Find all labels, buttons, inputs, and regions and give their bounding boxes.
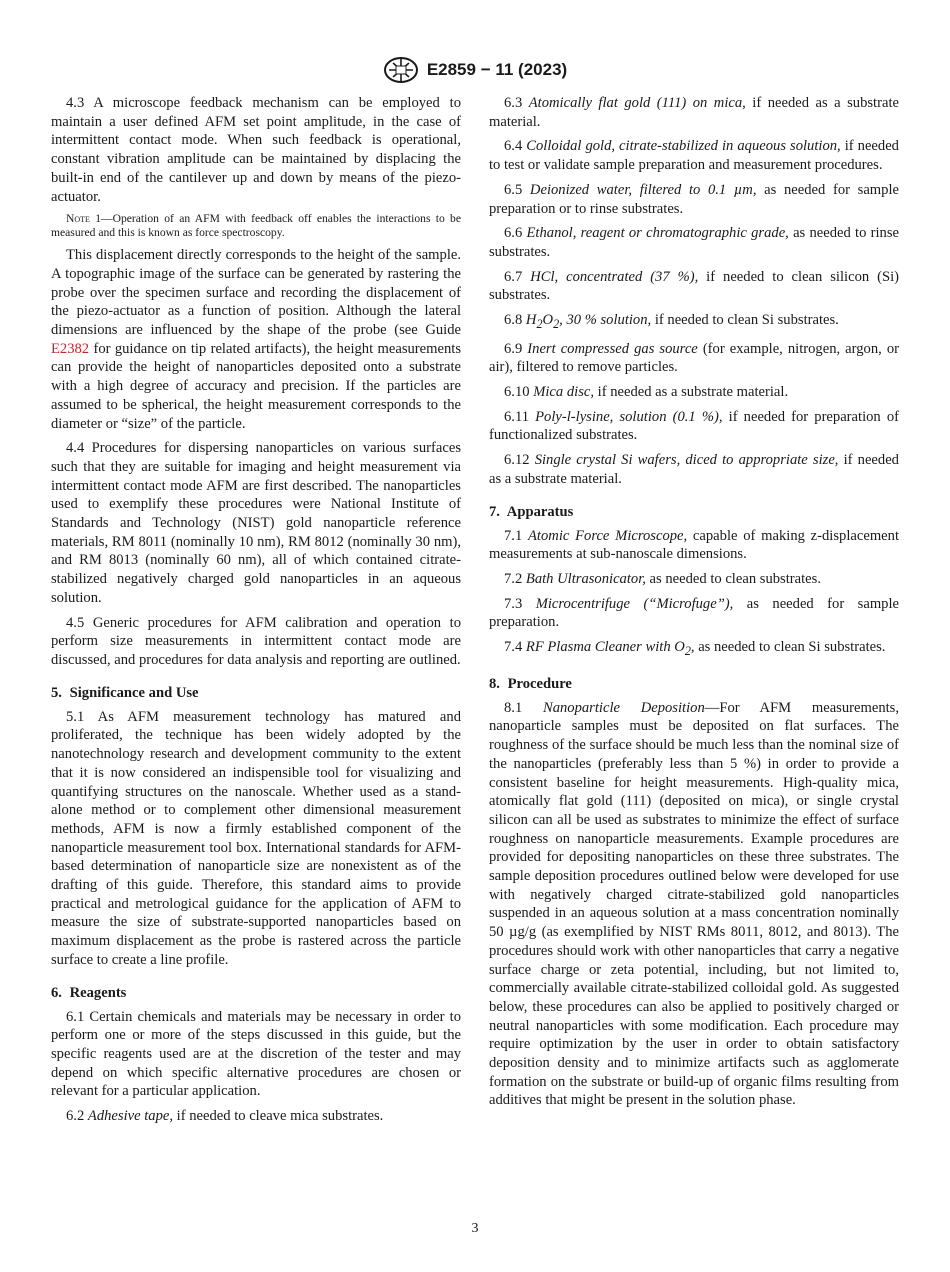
item-description: if needed as a substrate material. (489, 452, 899, 487)
paragraph-displacement (51, 246, 461, 433)
formula-part: H (525, 312, 537, 329)
item-description: as needed to clean Si substrates. (694, 639, 886, 656)
clause-number: 7.2 (504, 570, 523, 587)
item-description: if needed to clean silicon (Si) substrates. (489, 268, 899, 304)
formula-part: O (542, 312, 554, 329)
item-name: Inert compressed gas source (527, 340, 698, 357)
item-name-text: , (690, 639, 695, 656)
clause-number: 6.2 (66, 1108, 85, 1125)
paragraph-5-1: 5.1 As AFM measurement technology has matured and proliferated, the technique has been widely adopted by the nanotechnology research and development community to the extent that it is now considered an indispensible tool for visualizing and quantifying structures on the nanoscale. Whether used as a stand-alone method or to complement other dimensional measurement methods, AFM is now a firmly established component of the nanoparticle measurement tool box. International standards for AFM-based determination of nanoparticle size are nonexistent as of the drafting of this guide. Therefore, this standard aims to provide practical and metrological guidance for the application of AFM to measure the size of substrate-supported nanoparticles based on maximum displacement as the probe is rastered across the particle surface to create a line profile. (51, 708, 461, 968)
formula-subscript: 2 (684, 643, 691, 658)
item-name: Atomically flat gold (111) on mica, (528, 95, 746, 111)
astm-logo-icon (383, 56, 419, 84)
section-title: Significance and Use (69, 684, 199, 701)
section-number: 8. (489, 675, 500, 692)
note-1 (51, 212, 461, 240)
item-name: Adhesive tape, (87, 1108, 174, 1125)
paragraph-7-4 (489, 638, 899, 661)
clause-number: 6.9 (504, 340, 523, 357)
item-name (525, 312, 652, 331)
paragraph-6-6 (489, 224, 899, 261)
paragraph-text: for guidance on tip related artifacts), the height measurements can provide the height of nanoparticles deposited onto a substrate with a high degree of accuracy and precision. If the particles are assumed to be spherical, the height measurement corresponds to the diameter or “size” of the particle. (51, 340, 461, 432)
guide-e2382-link[interactable]: E2382 (51, 340, 90, 357)
section-title: Apparatus (506, 503, 574, 520)
item-description: if needed for preparation of functionalized substrates. (489, 408, 899, 444)
clause-number: 6.5 (504, 181, 523, 198)
section-7-heading (489, 503, 899, 521)
section-title: Reagents (69, 984, 127, 1001)
item-name (525, 639, 695, 658)
paragraph-6-12 (489, 451, 899, 488)
paragraph-6-4 (489, 137, 899, 174)
note-label: Note 1 (66, 212, 102, 226)
item-name: Deionized water, filtered to 0.1 µm, (529, 181, 757, 198)
paragraph-text: This displacement directly corresponds to the height of the sample. A topographic image of the surface can be generated by rastering the probe over the specimen surface and recording the displacement of the piezo-actuator as a function of position. Although the lateral dimensions are influenced by the shape of the probe (see Guide (51, 247, 461, 339)
clause-number: 6.11 (504, 408, 529, 425)
paragraph-7-1 (489, 527, 899, 564)
paragraph-4-3: 4.3 A microscope feedback mechanism can be employed to maintain a user defined AFM set point amplitude, in the case of intermittent contact mode. When such feedback is operational, constant vibration amplitude can be maintained by displacing the built-in end of the cantilever up and down by means of the piezo-actuator. (51, 95, 461, 205)
item-description: —For AFM measurements, nanoparticle samples must be deposited on flat surfaces. The roughness of the surface should be much less than the nominal size of the nanoparticles (preferably less than 5 %) in order to provide a consistent baseline for height measurements. High-quality mica, atomically flat gold (111) (deposited on mica), or single crystal silicon can all be used as substrates to minimize the effect of surface roughness on nanoparticle measurements. Example procedures are provided for depositing nanoparticles on these three substrates. The sample deposition procedures outlined below were developed for use with negatively charged citrate-stabilized gold nanoparticles suspended in an aqueous solution at a mass concentration nominally 50 µg/g (as exemplified by NIST RMs 8011, 8012, and 8013). The procedures should work with other nanoparticles that carry a negative surface charge or zeta potential, including, but not limited to, commercially available citrate-stabilized colloidal gold. As suggested below, these procedures can also be applied to positively charged or neutral nanoparticles with some modification. Each procedure may require optimization by the user in order to obtain satisfactory deposition density and to minimize artifacts such as agglomerate formation on the substrate or build-up of organic films resulting from additives that might be present in the solution phase. (489, 699, 899, 1109)
item-name-text: RF Plasma Cleaner with O (525, 639, 685, 656)
item-description: as needed to rinse substrates. (489, 225, 899, 260)
formula-subscript: 2 (536, 316, 543, 331)
item-name: Ethanol, reagent or chromatographic grade, (526, 225, 789, 242)
page-number: 3 (471, 1221, 479, 1236)
formula-part: , 30 % solution, (559, 312, 652, 329)
clause-number: 7.4 (504, 639, 523, 656)
paragraph-6-11 (489, 408, 899, 445)
item-name: Atomic Force Microscope, (528, 527, 688, 544)
item-description: capable of making z-displacement measurements at sub-nanoscale dimensions. (489, 527, 900, 563)
item-name: HCl, concentrated (37 %), (530, 268, 699, 285)
item-description: if needed to cleave mica substrates. (173, 1108, 384, 1125)
item-description: if needed to test or validate sample preparation and measurement procedures. (489, 138, 899, 174)
item-description: as needed to clean substrates. (645, 570, 821, 587)
item-name: Colloidal gold, citrate-stabilized in aqueous solution, (526, 138, 841, 155)
item-description: if needed as a substrate material. (594, 384, 789, 401)
paragraph-6-10 (489, 383, 899, 402)
item-name: Microcentrifuge (“Microfuge”), (535, 595, 734, 612)
page-header (0, 55, 950, 85)
clause-number: 6.7 (504, 268, 523, 285)
document-designation: E2859 − 11 (2023) (426, 60, 568, 79)
paragraph-6-8 (489, 311, 899, 334)
paragraph-6-2 (51, 1107, 461, 1126)
item-description: (for example, nitrogen, argon, or air), filtered to remove particles. (489, 340, 899, 376)
clause-number: 6.4 (504, 138, 523, 155)
paragraph-8-1 (489, 699, 899, 1110)
section-title: Procedure (507, 675, 572, 692)
clause-number: 6.12 (504, 452, 530, 469)
right-column (489, 94, 899, 1116)
item-description: as needed for sample preparation. (489, 595, 899, 631)
formula-subscript: 2 (553, 316, 560, 331)
paragraph-6-9 (489, 340, 899, 377)
item-description: if needed to clean Si substrates. (651, 312, 839, 329)
section-5-heading (51, 684, 461, 702)
clause-number: 6.3 (504, 95, 523, 111)
item-name: Bath Ultrasonicator, (525, 570, 646, 587)
item-name: Nanoparticle Deposition (542, 699, 705, 716)
item-description: as needed for sample preparation or to rinse substrates. (489, 181, 899, 217)
paragraph-6-1: 6.1 Certain chemicals and materials may be necessary in order to perform one or more of the steps discussed in this guide, but the specific reagents used are at the discretion of the tester and may depend on which specific alternative procedures are chosen or relevant for a particular application. (51, 1008, 461, 1100)
clause-number: 6.10 (504, 384, 530, 401)
clause-number: 6.8 (504, 312, 523, 329)
note-text: —Operation of an AFM with feedback off enables the interactions to be measured and this is known as force spectroscopy. (51, 212, 461, 240)
clause-number: 8.1 (504, 699, 523, 716)
item-name: Poly-l-lysine, solution (0.1 %), (535, 408, 723, 425)
paragraph-6-7 (489, 268, 899, 305)
clause-number: 7.3 (504, 595, 523, 612)
left-column (51, 94, 461, 1132)
clause-number: 7.1 (504, 527, 523, 544)
section-number: 7. (489, 503, 500, 520)
section-number: 5. (51, 684, 62, 701)
item-name: Mica disc, (533, 384, 594, 401)
item-description: if needed as a substrate material. (489, 95, 899, 130)
paragraph-7-3 (489, 595, 899, 632)
paragraph-6-5 (489, 181, 899, 218)
item-name: Single crystal Si wafers, diced to appropriate size, (534, 452, 839, 469)
section-number: 6. (51, 984, 62, 1001)
paragraph-4-4: 4.4 Procedures for dispersing nanoparticles on various surfaces such that they are suitable for imaging and height measurement via intermittent contact mode AFM are first described. The nanoparticles used to exemplify these procedures were National Institute of Standards and Technology (NIST) gold nanoparticle reference materials, RM 8011 (nominally 10 nm), RM 8012 (nominally 30 nm), and RM 8013 (nominally 60 nm), all of which contained citrate-stabilized negatively charged gold nanoparticles in an aqueous solution. (51, 440, 461, 606)
clause-number: 6.6 (504, 225, 523, 242)
paragraph-7-2 (489, 570, 899, 589)
paragraph-4-5: 4.5 Generic procedures for AFM calibration and operation to perform size measurements in intermittent contact mode are discussed, and procedures for data analysis and reporting are outlined. (51, 614, 461, 668)
section-8-heading (489, 675, 899, 693)
paragraph-6-3 (489, 94, 899, 131)
section-6-heading (51, 984, 461, 1002)
